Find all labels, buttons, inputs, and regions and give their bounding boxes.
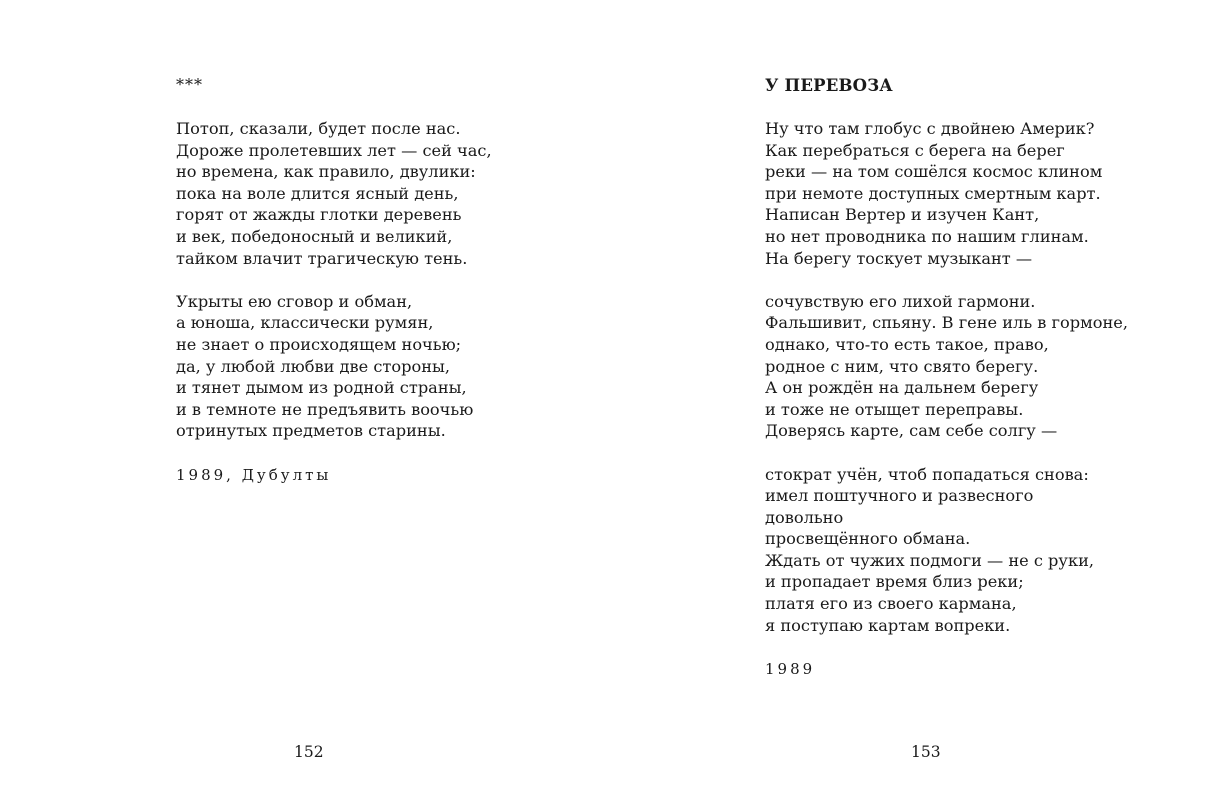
poem-line: родное с ним, что свято берегу.	[765, 356, 1039, 376]
right-page	[615, 0, 1230, 800]
poem-line: Дороже пролетевших лет — сей час,	[176, 140, 492, 160]
poem-line: и пропадает время близ реки;	[765, 572, 1024, 592]
poem-line: Укрыты ею сговор и обман,	[176, 291, 413, 311]
poem-line: Как перебраться с берега на берег	[765, 140, 1065, 160]
poem-line: Фальшивит, спьяну. В гене иль в гормоне,	[765, 313, 1129, 333]
poem-line: Потоп, сказали, будет после нас.	[176, 119, 461, 138]
poem-line: пока на воле длится ясный день,	[176, 183, 459, 203]
poem-line: однако, что-то есть такое, право,	[765, 334, 1049, 354]
poem-line: и тянет дымом из родной страны,	[176, 378, 467, 398]
poem-line: я поступаю картам вопреки.	[765, 615, 1011, 635]
poem-line: и тоже не отыщет переправы.	[765, 399, 1024, 419]
stanza	[176, 118, 492, 269]
poem-line: сочувствую его лихой гармони.	[765, 291, 1036, 311]
poem-line: но времена, как правило, двулики:	[176, 162, 476, 182]
page-number: 153	[911, 743, 941, 761]
stanza	[176, 291, 492, 442]
poem-line: реки — на том сошёлся космос клином	[765, 162, 1103, 182]
stanza	[765, 291, 1128, 442]
poem-heading-asterisks: ***	[176, 75, 203, 94]
poem-line: На берегу тоскует музыкант —	[765, 248, 1033, 268]
poem-line: а юноша, классически румян,	[176, 313, 434, 333]
poem-title: У ПЕРЕВОЗА	[765, 76, 893, 95]
poem-line: имел поштучного и развесного	[765, 486, 1034, 506]
page-number: 152	[294, 743, 324, 761]
poem-line: довольно	[765, 507, 844, 527]
poem-line: да, у любой любви две стороны,	[176, 356, 451, 376]
poem-line: стократ учён, чтоб попадаться снова:	[765, 464, 1089, 484]
poem-date: 1989	[765, 659, 816, 678]
poem-line: не знает о происходящем ночью;	[176, 334, 462, 354]
poem-left	[176, 118, 492, 486]
poem-line: и век, победоносный и великий,	[176, 226, 453, 246]
poem-line: при немоте доступных смертным карт.	[765, 183, 1101, 203]
poem-line: Ну что там глобус с двойнею Америк?	[765, 119, 1095, 138]
poem-line: отринутых предметов старины.	[176, 421, 446, 441]
poem-line: просвещённого обмана.	[765, 529, 971, 549]
stanza	[765, 118, 1128, 269]
poem-line: Написан Вертер и изучен Кант,	[765, 205, 1040, 225]
poem-line: Ждать от чужих подмоги — не с руки,	[765, 550, 1094, 570]
poem-line: Доверясь карте, сам себе солгу —	[765, 421, 1058, 441]
poem-line: и в темноте не предъявить воочью	[176, 399, 474, 419]
poem-line: тайком влачит трагическую тень.	[176, 248, 468, 268]
stanza	[765, 464, 1128, 637]
poem-line: горят от жажды глотки деревень	[176, 205, 462, 225]
poem-line: платя его из своего кармана,	[765, 594, 1017, 614]
poem-date-place: 1989, Дубулты	[176, 465, 332, 484]
poem-right	[765, 118, 1128, 680]
poem-line: А он рождён на дальнем берегу	[765, 378, 1039, 398]
poem-line: но нет проводника по нашим глинам.	[765, 226, 1089, 246]
